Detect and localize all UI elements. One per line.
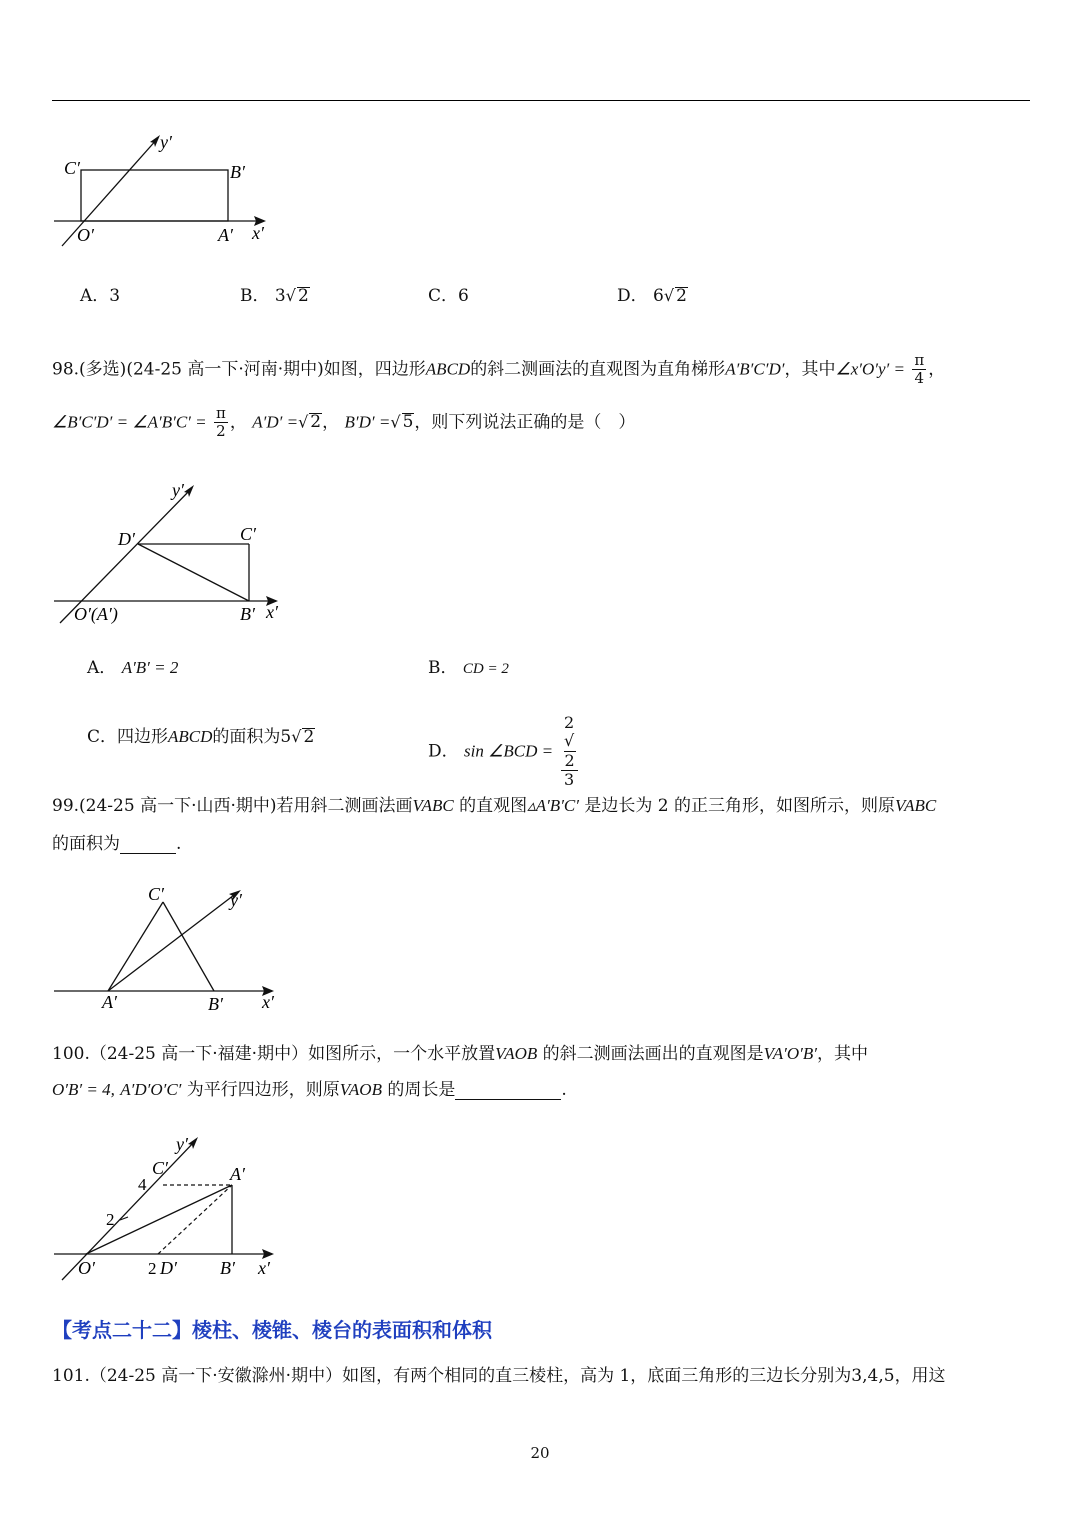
q100-label-4: 4: [138, 1175, 147, 1194]
q98-angle-bcd: ∠B′C′D′ = ∠A′B′C′ =: [52, 412, 207, 432]
fraction-denominator: 4: [914, 369, 925, 388]
fraction-denominator: 2: [216, 422, 226, 441]
q100-label-b: B′: [220, 1258, 235, 1278]
q98-bd-radicand: 5: [402, 412, 414, 433]
q97-option-d-coef: 6: [653, 286, 664, 306]
q99-label-y: y′: [230, 890, 242, 910]
q98-stem-text: 的斜二测画法的直观图为直角梯形: [470, 359, 726, 380]
q98-option-d-text: sin ∠BCD =: [464, 741, 554, 761]
q97-label-y: y′: [160, 132, 172, 152]
q98-option-d[interactable]: [428, 714, 580, 790]
q101-sides: 3,4,5: [851, 1366, 895, 1386]
q98-abcd: ABCD: [425, 359, 471, 379]
q98-number: 98.: [52, 359, 80, 380]
q100-triangle-prime: VA′O′B′: [763, 1044, 817, 1063]
q100-label-y: y′: [176, 1134, 188, 1154]
fraction-denominator: 3: [564, 770, 575, 790]
comma: ，: [229, 412, 247, 433]
q97-label-o: O′: [77, 225, 94, 245]
comma: ，: [928, 359, 946, 380]
q98-option-b-label: B．: [428, 658, 458, 678]
q98-stem-line2: [52, 405, 635, 441]
q97-option-c[interactable]: [428, 286, 469, 306]
q101-stem: [52, 1366, 946, 1386]
q97-option-c-label: C．: [428, 286, 459, 306]
q100-label-d: D′: [160, 1258, 177, 1278]
q99-label-b: B′: [208, 994, 223, 1014]
q100-answer-blank[interactable]: [455, 1081, 561, 1100]
q100-stem-text: ，其中: [817, 1044, 868, 1064]
q100-label-o: O′: [78, 1258, 95, 1278]
q100-stem-text: .: [561, 1080, 567, 1100]
q98-option-c-label: C．: [87, 727, 118, 747]
q98-pi-over-4: [912, 352, 926, 388]
q99-triangle: VABC: [412, 796, 454, 815]
q98-option-a-value: A′B′ = 2: [121, 658, 179, 677]
q98-angle-xoy: ∠x′O′y′ =: [835, 359, 905, 379]
q100-da-dashed: [158, 1185, 232, 1254]
q97-option-d-radicand: 2: [676, 286, 687, 306]
q98-label-c: C′: [240, 524, 256, 544]
q97-option-a-label: A．: [80, 286, 110, 306]
q97-option-c-value: 6: [458, 286, 469, 306]
header-rule: [52, 100, 1030, 101]
q98-option-c-radicand: 2: [303, 727, 315, 747]
q100-ob-length: O′B′ = 4,: [52, 1080, 115, 1099]
q98-tag: (多选): [79, 359, 127, 380]
q101-source: （24-25 高一下·安徽滁州·期中）: [89, 1366, 343, 1386]
q100-stem-text: 如图所示，一个水平放置: [308, 1044, 496, 1064]
fraction-numerator: π: [914, 351, 925, 369]
q99-stem-text: 若用斜二测画法画: [276, 796, 413, 816]
q97-option-d-label: D．: [617, 286, 648, 306]
q100-triangle: VAOB: [339, 1080, 382, 1099]
q98-ad-radicand: 2: [310, 412, 322, 433]
q98-source: (24-25 高一下·河南·期中): [126, 359, 324, 380]
q98-label-o: O′(A′): [74, 604, 118, 624]
q98-stem-text: 如图，四边形: [323, 359, 426, 380]
q98-option-c-abcd: ABCD: [168, 727, 213, 746]
q97-option-b[interactable]: [240, 286, 310, 306]
q98-db-diagonal: [138, 544, 249, 601]
q98-option-a[interactable]: [87, 658, 178, 678]
q98-option-b-value: CD = 2: [462, 661, 509, 677]
q97-option-b-label: B．: [240, 286, 270, 306]
q98-option-a-label: A．: [87, 658, 117, 678]
q99-stem-line1: [52, 796, 936, 816]
q98-option-d-num-radicand: 2: [564, 750, 575, 770]
sqrt-icon: √: [663, 286, 675, 305]
sqrt-icon: √: [285, 286, 296, 305]
q98-option-d-num-coef: 2: [564, 713, 575, 732]
q97-option-b-radicand: 2: [297, 286, 309, 306]
q97-figure: [50, 128, 280, 253]
fraction-numerator: [561, 714, 578, 771]
q100-number: 100.: [52, 1044, 90, 1064]
q98-option-c-text: 四边形: [117, 727, 169, 747]
q98-option-c[interactable]: [87, 727, 315, 747]
q100-stem-text: 的周长是: [387, 1080, 456, 1100]
q100-label-x: x′: [258, 1258, 270, 1278]
q98-figure: [50, 478, 290, 628]
q100-label-2: 2: [106, 1210, 115, 1229]
sqrt-icon: √: [291, 727, 302, 746]
q98-stem-text: ，则下列说法正确的是（ ）: [414, 412, 636, 433]
q97-label-c: C′: [64, 158, 80, 178]
q100-stem-text: 的斜二测画法画出的直观图是: [542, 1044, 764, 1064]
q97-option-d[interactable]: [617, 286, 688, 306]
fraction-numerator: π: [216, 404, 226, 422]
q100-stem-line2: [52, 1080, 567, 1100]
q98-pi-over-2: [214, 405, 228, 441]
q98-label-x: x′: [266, 602, 278, 622]
q100-label-a: A′: [230, 1164, 245, 1184]
q99-number: 99.: [52, 796, 80, 816]
q99-label-a: A′: [102, 992, 117, 1012]
q100-label-2b: 2: [148, 1259, 157, 1278]
q101-stem-text: 如图，有两个相同的直三棱柱，高为 1，底面三角形的三边长分别为: [342, 1366, 852, 1386]
q98-label-d: D′: [118, 529, 135, 549]
page-number: 20: [530, 1444, 550, 1462]
q97-option-a-value: 3: [109, 286, 121, 306]
q98-option-c-coef: 5: [280, 727, 292, 747]
q98-stem-text: ，其中: [784, 359, 836, 380]
q98-stem-line1: [52, 352, 945, 388]
sqrt-icon: √: [390, 412, 401, 432]
q97-option-a[interactable]: [80, 286, 120, 306]
section-heading: 【考点二十二】棱柱、棱锥、棱台的表面积和体积: [52, 1318, 492, 1342]
comma: ，: [322, 412, 340, 433]
q98-option-d-fraction: [561, 714, 578, 790]
q99-triangle-prime: ▵A′B′C′: [527, 796, 579, 815]
q98-ad-length: A′D′ =: [252, 412, 299, 432]
q99-ac-side: [108, 902, 163, 991]
q101-number: 101.: [52, 1366, 90, 1386]
q99-source: (24-25 高一下·山西·期中): [79, 796, 277, 816]
q98-option-d-label: D．: [428, 741, 459, 762]
q99-triangle: VABC: [895, 796, 937, 815]
q98-option-c-text: 的面积为: [212, 727, 281, 747]
q99-stem-text: 的面积为: [52, 834, 120, 854]
q97-option-b-coef: 3: [274, 286, 286, 306]
q100-label-c: C′: [152, 1158, 168, 1178]
q100-stem-text: 为平行四边形，则原: [186, 1080, 340, 1100]
q98-option-b[interactable]: [428, 658, 509, 678]
q99-answer-blank[interactable]: [120, 835, 176, 854]
q97-label-x: x′: [252, 223, 264, 243]
q98-trapezoid: A′B′C′D′: [725, 359, 785, 379]
q100-figure: [50, 1128, 290, 1288]
q97-label-b: B′: [230, 162, 245, 182]
q99-stem-text: 的直观图: [459, 796, 528, 816]
q98-y-axis: [60, 488, 192, 623]
q98-bd-length: B′D′ =: [344, 412, 391, 432]
q99-figure: [50, 880, 290, 1015]
q98-label-y: y′: [172, 480, 184, 500]
q100-source: （24-25 高一下·福建·期中）: [89, 1044, 309, 1064]
q97-label-a: A′: [218, 225, 233, 245]
q97-rectangle: [81, 170, 228, 221]
sqrt-icon: √: [564, 731, 575, 751]
sqrt-icon: √: [298, 412, 309, 432]
q99-label-x: x′: [262, 992, 274, 1012]
q99-label-c: C′: [148, 884, 164, 904]
q99-stem-line2: [52, 834, 181, 854]
q99-y-axis: [108, 892, 238, 991]
q101-stem-text: ，用这: [894, 1366, 946, 1386]
q98-label-b: B′: [240, 604, 255, 624]
q100-stem-line1: [52, 1044, 868, 1064]
q99-stem-text: 是边长为 2 的正三角形，如图所示，则原: [584, 796, 895, 816]
q100-triangle: VAOB: [495, 1044, 538, 1063]
q99-stem-text: .: [176, 834, 182, 854]
q100-parallelogram: A′D′O′C′: [120, 1080, 182, 1099]
